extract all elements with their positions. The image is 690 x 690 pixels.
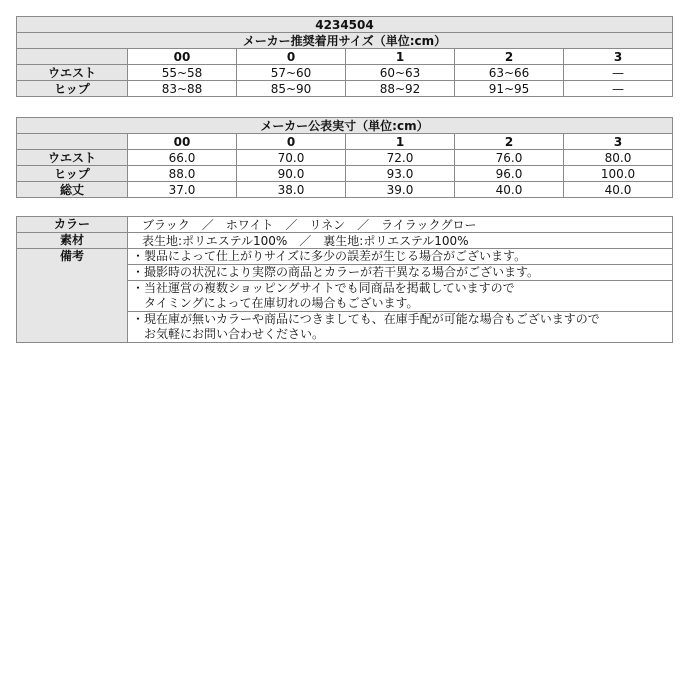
table-cell: 91~95	[455, 81, 564, 97]
table-row	[17, 233, 673, 249]
product-code: 4234504	[17, 17, 673, 33]
material-value: 表生地:ポリエステル100% ／ 裏生地:ポリエステル100%	[128, 233, 673, 249]
color-label: カラー	[17, 217, 128, 233]
notes-label: 備考	[17, 249, 128, 343]
note-item: ・製品によって仕上がりサイズに多少の誤差が生じる場合がございます。	[128, 249, 673, 265]
table-row	[17, 65, 673, 81]
row-label: ウエスト	[17, 65, 128, 81]
table-cell: 83~88	[128, 81, 237, 97]
table-cell: 93.0	[346, 166, 455, 182]
table-row	[17, 81, 673, 97]
table-row	[17, 182, 673, 198]
table-cell: 70.0	[237, 150, 346, 166]
table-cell: 40.0	[564, 182, 673, 198]
table-cell: 60~63	[346, 65, 455, 81]
table-cell: 88.0	[128, 166, 237, 182]
corner-cell	[17, 49, 128, 65]
table-row	[17, 249, 673, 265]
table-cell: 96.0	[455, 166, 564, 182]
table-cell: 37.0	[128, 182, 237, 198]
size-header: 00	[128, 49, 237, 65]
table-cell: 40.0	[455, 182, 564, 198]
row-label: ウエスト	[17, 150, 128, 166]
note-item: ・撮影時の状況により実際の商品とカラーが若干異なる場合がございます。	[128, 265, 673, 281]
corner-cell	[17, 134, 128, 150]
size-header: 1	[346, 134, 455, 150]
note-item: ・現在庫が無いカラーや商品につきましても、在庫手配が可能な場合もございますので お気軽にお問い合わせください。	[128, 312, 673, 343]
size-header: 0	[237, 49, 346, 65]
row-label: ヒップ	[17, 81, 128, 97]
table-cell: 90.0	[237, 166, 346, 182]
size-header: 0	[237, 134, 346, 150]
table-cell: 39.0	[346, 182, 455, 198]
table-row	[17, 217, 673, 233]
size-header: 3	[564, 49, 673, 65]
material-label: 素材	[17, 233, 128, 249]
table-row	[17, 150, 673, 166]
measured-size-table	[16, 117, 673, 198]
table-row	[17, 166, 673, 182]
table-cell: 55~58	[128, 65, 237, 81]
table-cell: 85~90	[237, 81, 346, 97]
table-cell: —	[564, 65, 673, 81]
size-header: 3	[564, 134, 673, 150]
recommended-size-table	[16, 16, 673, 97]
size-header: 1	[346, 49, 455, 65]
table-cell: 63~66	[455, 65, 564, 81]
row-label: 総丈	[17, 182, 128, 198]
table-cell: 100.0	[564, 166, 673, 182]
recommended-size-title: メーカー推奨着用サイズ（単位:cm）	[17, 33, 673, 49]
table-cell: 88~92	[346, 81, 455, 97]
size-header: 2	[455, 134, 564, 150]
note-item: ・当社運営の複数ショッピングサイトでも同商品を掲載していますので タイミングによって在庫切れの場合もございます。	[128, 281, 673, 312]
size-header: 2	[455, 49, 564, 65]
product-info-table	[16, 216, 673, 343]
table-cell: 38.0	[237, 182, 346, 198]
row-label: ヒップ	[17, 166, 128, 182]
table-cell: 80.0	[564, 150, 673, 166]
table-cell: 72.0	[346, 150, 455, 166]
size-header: 00	[128, 134, 237, 150]
table-cell: 66.0	[128, 150, 237, 166]
table-cell: 57~60	[237, 65, 346, 81]
color-value: ブラック ／ ホワイト ／ リネン ／ ライラックグロー	[128, 217, 673, 233]
table-cell: —	[564, 81, 673, 97]
table-cell: 76.0	[455, 150, 564, 166]
measured-size-title: メーカー公表実寸（単位:cm）	[17, 118, 673, 134]
